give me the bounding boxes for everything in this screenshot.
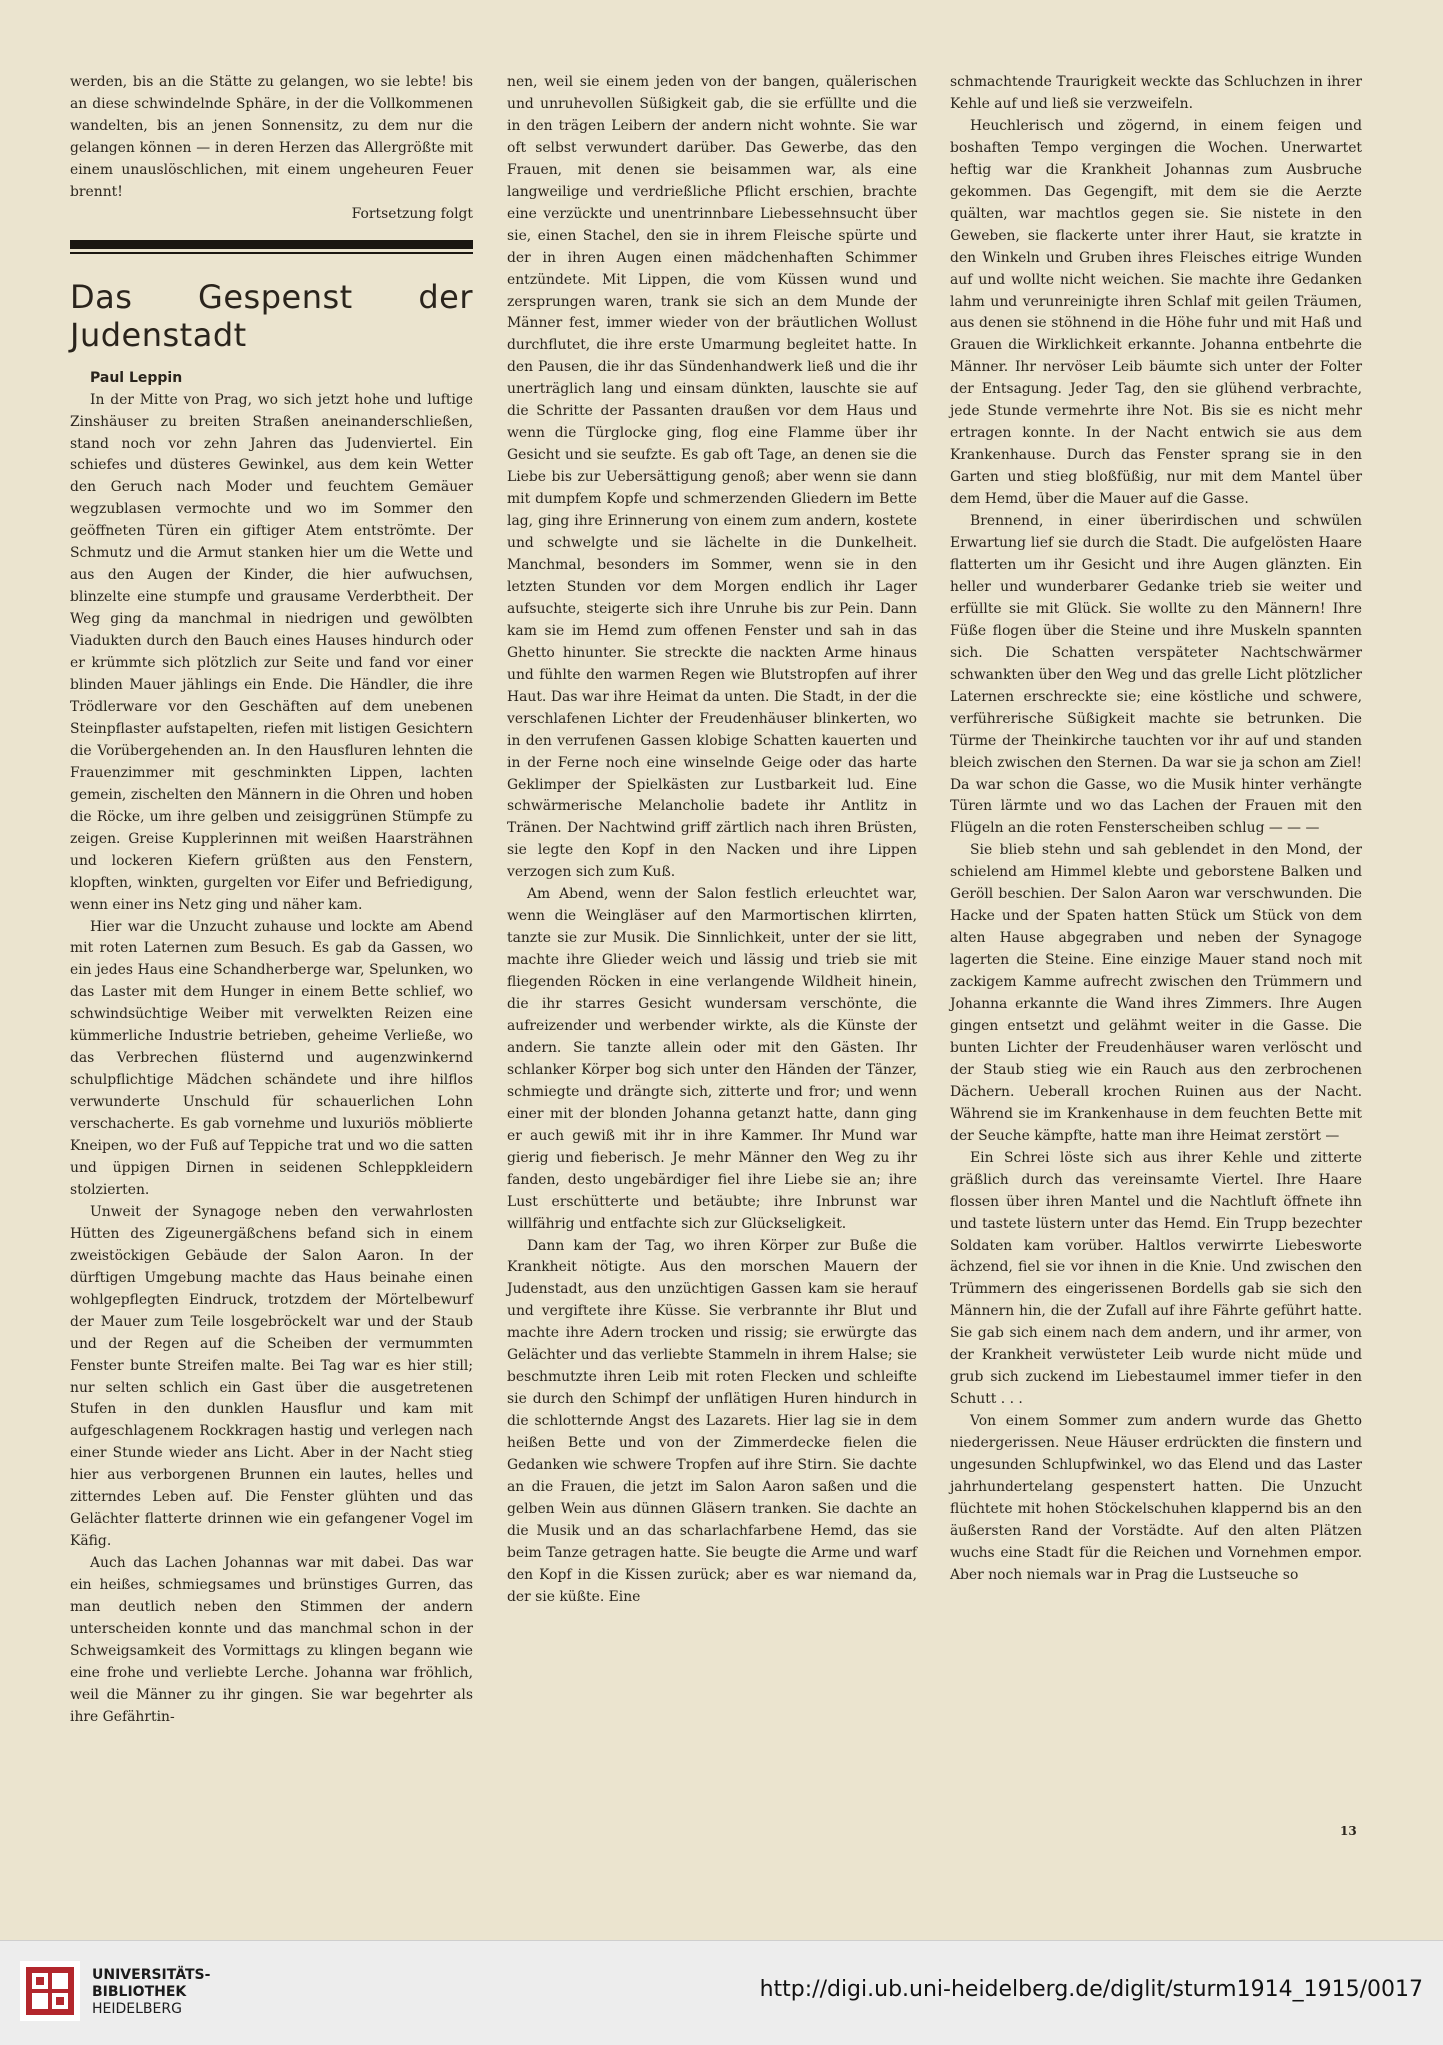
paragraph: Auch das Lachen Johannas war mit dabei. Das war ein heißes, schmiegsames und brünstiges Gurren, das man deutlich neben den Stimmen der andern unterscheiden konnte und das manchmal schon in der Schweigsamkeit des Vormittags zu klingen begann wie eine frohe und verliebte Lerche. Johanna war fröhlich, weil die Männer zu ihr gingen. Sie war begehrter als ihre Gefährtin- bbox=[70, 1555, 473, 1725]
footer-bar bbox=[0, 1940, 1443, 2045]
paragraph: Am Abend, wenn der Salon festlich erleuchtet war, wenn die Weingläser auf den Marmortischen klirrten, tanzte sie zur Musik. Die Sinnlichkeit, unter der sie litt, machte ihre Glieder weich und lässig und trieb sie mit fliegenden Röcken in eine verlangende Wildheit hinein, die ihr starres Gesicht wundersam verschönte, die aufreizender und werbender wirkte, als die Künste der andern. Sie tanzte allein oder mit den Gästen. Ihr schlanker Körper bog sich unter den Händen der Tänzer, schmiegte und drängte sich, zitterte und fror; und wenn einer mit der blonden Johanna getanzt hatte, dann ging er auch gewiß mit ihr in ihre Kammer. Ihr Mund war gierig und fieberisch. Je mehr Männer den Weg zu ihr fanden, desto ungebärdiger fiel ihre Liebe sie an; ihre Lust erschütterte und betäubte; ihre Inbrunst war willfährig und entfachte sich zur Glückseligkeit. bbox=[507, 886, 917, 1232]
paragraph: Unweit der Synagoge neben den verwahrlosten Hütten des Zigeunergäßchens befand sich in einem zweistöckigen Gebäude der Salon Aaron. In der dürftigen Umgebung machte das Haus beinahe einen wohlgepflegten Eindruck, trotzdem der Mörtelbewurf der Mauer zum Teile losgebröckelt war und der Staub und der Regen auf die Scheiben der vermummten Fenster bunte Streifen malte. Bei Tag war es hier still; nur selten schlich ein Gast über die ausgetretenen Stufen in den dunklen Hausflur und kam mit aufgeschlagenem Rockkragen hastig und verlegen nach einer Stunde wieder ans Licht. Aber in der Nacht stieg hier aus verborgenen Brunnen ein lautes, helles und zitterndes Leben auf. Die Fenster glühten und das Gelächter flatterte drinnen wie ein gefangener Vogel im Käfig. bbox=[70, 1203, 473, 1550]
paragraph: Heuchlerisch und zögernd, in einem feigen und boshaften Tempo vergingen die Wochen. Unerwartet heftig war die Krankheit Johannas zum Ausbruche gekommen. Das Gegengift, mit dem sie die Aerzte quälten, war machtlos gegen sie. Sie nistete in den Geweben, sie flackerte unter ihrer Haut, sie kratzte in den Winkeln und Gruben ihres Fleisches eitrige Wunden auf und wollte nicht weichen. Sie machte ihre Gedanken lahm und verunreinigte ihren Schlaf mit geilen Träumen, aus denen sie stöhnend in die Höhe fuhr und mit Haß und Grauen die Wirklichkeit erkannte. Johanna entbehrte die Männer. Ihr nervöser Leib bäumte sich unter der Folter der Entsagung. Jeder Tag, den sie glühend verbrachte, jede Stunde vermehrte ihre Not. Bis sie es nicht mehr ertragen konnte. In der Nacht entwich sie aus dem Krankenhause. Durch das Fenster sprang sie in den Garten und stieg bloßfüßig, nur mit dem Mantel über dem Hemd, über die Mauer auf die Gasse. bbox=[950, 117, 1362, 508]
column-3 bbox=[950, 72, 1362, 1587]
article-author: Paul Leppin bbox=[90, 369, 183, 386]
divider-thin bbox=[70, 252, 473, 254]
column-2 bbox=[507, 72, 917, 1609]
paragraph: Von einem Sommer zum andern wurde das Ghetto niedergerissen. Neue Häuser erdrückten die finstern und ungesunden Schlupfwinkel, wo das Elend und das Laster jahrhundertelang gespenstert hatten. Die Unzucht flüchtete mit hohen Stöckelschuhen klappernd bis an den äußersten Rand der Vorstädte. Auf den alten Plätzen wuchs eine Stadt für die Reichen und Vornehmen empor. Aber noch niemals war in Prag die Lustseuche so bbox=[950, 1413, 1362, 1583]
paragraph: Sie blieb stehn und sah geblendet in den Mond, der schielend am Himmel klebte und geborstene Balken und Geröll beschien. Der Salon Aaron war verschwunden. Die Hacke und der Spaten hatten Stück um Stück von dem alten Hause abgegraben und neben der Synagoge lagerten die Steine. Eine einzige Mauer stand noch mit zackigem Kamme aufrecht zwischen den Trümmern und Johanna erkannte die Wand ihres Zimmers. Ihre Augen gingen entsetzt und gelähmt weiter in die Gasse. Die bunten Lichter der Freudenhäuser waren verlöscht und der Staub stieg wie ein Rauch aus den zerbrochenen Dächern. Ueberall krochen Ruinen aus der Nacht. Während sie im Krankenhause in dem feuchten Bette mit der Seuche kämpfte, hatte man ihre Heimat zerstört — bbox=[950, 842, 1362, 1144]
paragraph: Ein Schrei löste sich aus ihrer Kehle und zitterte gräßlich durch das vereinsamte Viertel. Ihre Haare flossen über ihren Mantel und die Nachtluft öffnete ihn und tastete lüstern unter das Hemd. Ein Trupp bezechter Soldaten kam vorüber. Haltlos verwirrte Liebesworte ächzend, fiel sie vor ihnen in die Knie. Und zwischen den Trümmern des eingerissenen Bordells gab sie sich den Männern hin, die der Zufall auf ihre Fährte geführt hatte. Sie gab sich einem nach dem andern, und ihr armer, von der Krankheit verwüsteter Leib wurde nicht müde und grub sich zuckend im Liebestaumel immer tiefer in den Schutt . . . bbox=[950, 1149, 1362, 1408]
library-name-line: UNIVERSITÄTS- bbox=[92, 1967, 211, 1983]
paragraph: schmachtende Traurigkeit weckte das Schluchzen in ihrer Kehle auf und ließ sie verzweifeln. bbox=[950, 74, 1362, 112]
library-name bbox=[92, 1967, 210, 2018]
paragraph: In der Mitte von Prag, wo sich jetzt hohe und luftige Zinshäuser zu breiten Straßen aneinanderschließen, stand noch vor zehn Jahren das Judenviertel. Ein schiefes und düsteres Gewinkel, aus dem kein Wetter den Geruch nach Moder und feuchtem Gemäuer wegzublasen vermochte und wo im Sommer den geöffneten Türen ein giftiger Atem entströmte. Der Schmutz und die Armut stanken hier um die Wette und aus den Augen der Kinder, die hier aufwuchsen, blinzelte eine stumpfe und grausame Verderbtheit. Der Weg ging da manchmal in niedrigen und gewölbten Viadukten durch den Bauch eines Hauses hindurch oder er krümmte sich plötzlich zur Seite und fand vor einer blinden Mauer jählings ein Ende. Die Händler, die ihre Trödlerware vor den Geschäften auf dem unebenen Steinpflaster aufstapelten, riefen mit listigen Gesichtern die Vorübergehenden an. In den Hausfluren lehnten die Frauenzimmer mit geschminkten Lippen, lachten gemein, zischelten den Männern in die Ohren und hoben die Röcke, um ihre gelben und zeisiggrünen Stümpfe zu zeigen. Greise Kupplerinnen mit weißen Haarsträhnen und lockeren Kiefern grüßten aus den Fenstern, klopften, winkten, gurgelten vor Eifer und Befriedigung, wenn einer ins Netz ging und näher kam. bbox=[70, 391, 473, 913]
university-library-logo[interactable] bbox=[18, 1959, 82, 2023]
column-1 bbox=[70, 72, 473, 1729]
paragraph: nen, weil sie einem jeden von der bangen, quälerischen und unruhevollen Süßigkeit gab, die sie erfüllte und die in den trägen Leibern der andern nicht wohnte. Sie war oft selbst verwundert darüber. Das Gewerbe, das den Frauen, mit denen sie beisammen war, als eine langweilige und verdrießliche Pflicht erschien, brachte eine verzückte und unentrinnbare Liebessehnsucht über sie, einen Stachel, den sie in ihrem Fleische spürte und der in ihren Augen einen mädchenhaften Schimmer entzündete. Mit Lippen, die vom Küssen wund und zersprungen waren, trank sie sich an dem Munde der Männer fest, immer wieder von der bräutlichen Wollust durchflutet, die ihre erste Umarmung begleitet hatte. In den Pausen, die ihr das Sündenhandwerk ließ und die ihr unerträglich lang und einsam dünkten, lauschte sie auf die Schritte der Passanten draußen vor dem Haus und wenn die Türglocke ging, flog eine Flamme über ihr Gesicht und sie seufzte. Es gab oft Tage, an denen sie die Liebe bis zur Uebersättigung genoß; aber wenn sie dann mit dumpfem Kopfe und schmerzenden Gliedern im Bette lag, ging ihre Erinnerung von einem zum andern, kostete und schwelgte und sie lächelte in die Dunkelheit. Manchmal, besonders im Sommer, wenn sie in den letzten Stunden vor dem Morgen endlich ihr Lager aufsuchte, steigerte sich ihre Unruhe bis zur Pein. Dann kam sie im Hemd zum offenen Fenster und sah in das Ghetto hinunter. Sie streckte die nackten Arme hinaus und fühlte den warmen Regen wie Blutstropfen auf ihrer Haut. Das war ihre Heimat da unten. Die Stadt, in der die verschlafenen Lichter der Freudenhäuser blinkerten, wo in den verrufenen Gassen klobige Schatten kauerten und in der Ferne noch eine winselnde Geige oder das harte Geklimper der Spielkästen zur Lustbarkeit lud. Eine schwärmerische Melancholie badete ihr Antlitz in Tränen. Der Nachtwind griff zärtlich nach ihren Brüsten, sie legte den Kopf in den Nacken und ihre Lippen verzogen sich zum Kuß. bbox=[507, 74, 917, 881]
page-number: 13 bbox=[1340, 1824, 1357, 1838]
library-name-line: HEIDELBERG bbox=[92, 2001, 182, 2017]
paragraph: Hier war die Unzucht zuhause und lockte am Abend mit roten Laternen zum Besuch. Es gab da Gassen, wo ein jedes Haus eine Schandherberge war, Spelunken, wo das Laster mit dem Hunger in einem Bette schlief, wo schwindsüchtige Weiber mit verwelkten Reizen eine kümmerliche Industrie betrieben, geheime Verließe, wo das Verbrechen flüsternd und augenzwinkernd schulpflichtige Mädchen schändete und ihre hilflos verwunderte Unschuld für schauerlichen Lohn verschacherte. Es gab vornehme und luxuriös möblierte Kneipen, wo der Fuß auf Teppiche trat und wo die satten und üppigen Dirnen in seidenen Schleppkleidern stolzierten. bbox=[70, 918, 473, 1198]
article-title: Das Gespenst der Judenstadt bbox=[70, 277, 473, 354]
paragraph: Brennend, in einer überirdischen und schwülen Erwartung lief sie durch die Stadt. Die aufgelösten Haare flatterten um ihr Gesicht und ihre Augen glänzten. Ein heller und wunderbarer Gedanke trieb sie weiter und erfüllte sie mit Glück. Sie wollte zu den Männern! Ihre Füße flogen über die Steine und ihre Muskeln spannten sich. Die Schatten verspäteter Nachtschwärmer schwankten über den Weg und das grelle Licht plötzlicher Laternen erschreckte sie; eine köstliche und schwere, verführerische Süßigkeit machte sie betrunken. Die Türme der Theinkirche tauchten vor ihr auf und standen bleich zwischen den Sternen. Da war sie ja schon am Ziel! Da war schon die Gasse, wo die Musik hinter verhängte Türen lärmte und wo das Lachen der Frauen mit den Flügeln an die roten Fensterscheiben schlug — — — bbox=[950, 513, 1362, 837]
library-name-line: BIBLIOTHEK bbox=[92, 1984, 187, 2000]
paragraph: Dann kam der Tag, wo ihren Körper zur Buße die Krankheit nötigte. Aus den morschen Mauern der Judenstadt, aus den unzüchtigen Gassen kam sie herauf und vergiftete ihre Küsse. Sie verbrannte ihr Blut und machte ihre Adern trocken und rissig; sie erwürgte das Gelächter und das verliebte Stammeln in ihrem Halse; sie beschmutzte ihren Leib mit roten Flecken und schleifte sie durch den Schimpf der unflätigen Huren hindurch in die schlotternde Angst des Lazarets. Hier lag sie in dem heißen Bette und von der Zimmerdecke fielen die Gedanken wie schwere Tropfen auf ihre Stirn. Sie dachte an die Frauen, die jetzt im Salon Aaron saßen und die gelben Wein aus dünnen Gläsern tranken. Sie dachte an die Musik und an das scharlachfarbene Hemd, das sie beim Tanze getragen hatte. Sie beugte die Arme und warf den Kopf in die Kissen zurück; aber es war niemand da, der sie küßte. Eine bbox=[507, 1237, 917, 1605]
permalink-url[interactable]: http://digi.ub.uni-heidelberg.de/diglit/sturm1914_1915/0017 bbox=[759, 1977, 1423, 2002]
paragraph: werden, bis an die Stätte zu gelangen, wo sie lebte! bis an diese schwindelnde Sphäre, in der die Vollkommenen wandelten, bis an jenen Sonnensitz, zu dem nur die gelangen können — in deren Herzen das Allergrößte mit einem unauslöschlichen, mit einem ungeheuren Feuer brennt! bbox=[70, 74, 473, 200]
continuation-note: Fortsetzung folgt bbox=[351, 205, 473, 222]
divider-thick bbox=[70, 240, 473, 249]
